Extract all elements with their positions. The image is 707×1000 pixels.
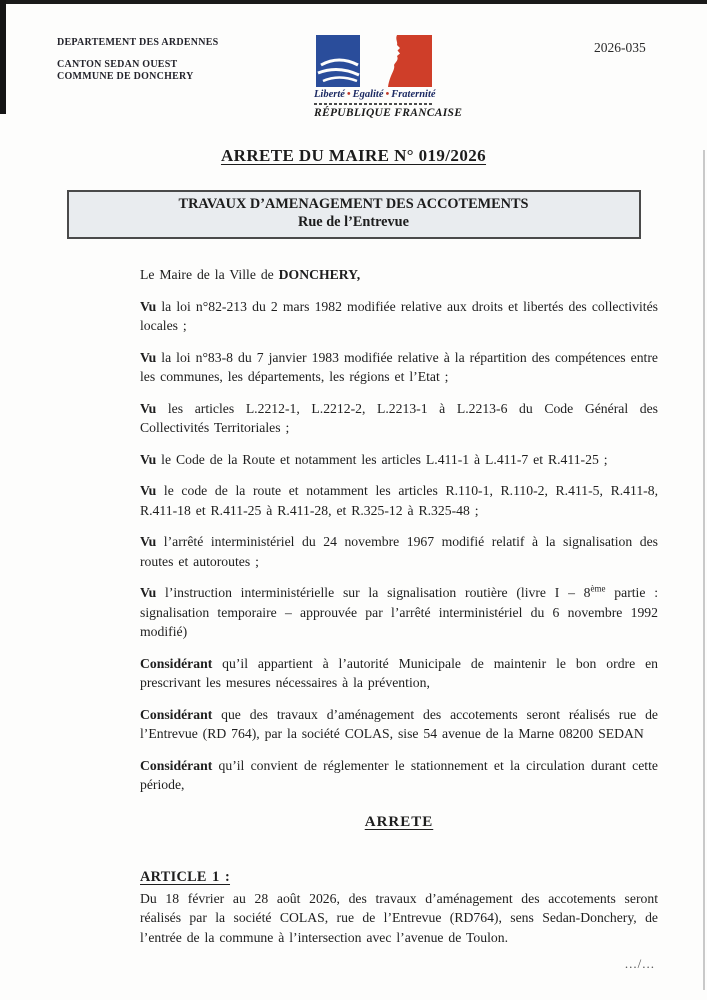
motto-word: Liberté (314, 89, 345, 100)
recital-lead: Considérant (140, 757, 213, 773)
recital-text: l’arrêté interministériel du 24 novembre 1967 modifié relatif à la signalisation des routes et autoroutes ; (140, 534, 659, 569)
article-1 (140, 868, 658, 947)
recital-lead: Vu (140, 534, 157, 549)
recital-lead: Vu (140, 451, 157, 467)
recital-text: l’instruction interministérielle sur la signalisation routière (livre I – 8 (165, 585, 591, 600)
recital-lead: Vu (140, 400, 157, 416)
subject-line-2: Rue de l’Entrevue (298, 213, 409, 230)
recital-lead: Vu (140, 585, 157, 600)
subject-box (67, 190, 641, 239)
recital-paragraph (140, 756, 658, 795)
article-1-text: Du 18 février au 28 août 2026, des travaux d’aménagement des accotements seront réalisés par la société COLAS, rue de l’Entrevue (RD764), sens Sedan-Donchery, de l’entrée de la commune à l’intersection avec l’avenue de Toulon. (140, 890, 658, 945)
recital-text: le code de la route et notamment les articles R.110-1, R.110-2, R.411-5, R.411-8, R.411-18 et R.411-25 à R.411-28, et R.325-12 à R.325-48 ; (140, 483, 658, 518)
recital-lead: Considérant (140, 706, 213, 722)
recital-paragraph (140, 399, 658, 438)
motto-word: Egalité (352, 89, 384, 100)
intro-commune-name: DONCHERY, (278, 267, 361, 282)
republique-caption: RÉPUBLIQUE FRANCAISE (314, 107, 463, 119)
reference-number: 2026-035 (594, 40, 646, 55)
ordinal-superscript: ème (590, 583, 606, 594)
scan-edge-top (0, 0, 707, 4)
recital-text: la loi n°83-8 du 7 janvier 1983 modifiée relative à la répartition des compétences entre les communes, les départements, les régions et l’Etat ; (140, 349, 658, 384)
arrete-heading: ARRETE (364, 813, 434, 830)
recital-lead: Considérant (140, 655, 213, 671)
marianne-logo-icon (316, 35, 432, 87)
recital-text: partie : signalisation temporaire – approuvée par l’arrêté interministériel du 6 novembre 1992 modifié) (140, 585, 658, 639)
recital-paragraph (140, 705, 658, 744)
subject-line-1: TRAVAUX D’AMENAGEMENT DES ACCOTEMENTS (178, 196, 529, 212)
recital-text: le Code de la Route et notamment les articles L.411-1 à L.411-7 et R.411-25 ; (161, 451, 608, 467)
recital-paragraph (140, 348, 658, 387)
recital-text: qu’il convient de réglementer le stationnement et la circulation durant cette période, (140, 757, 658, 792)
recital-lead: Vu (140, 483, 157, 498)
department-label: DEPARTEMENT DES ARDENNES (57, 37, 219, 48)
decree-text (140, 265, 658, 947)
document-title: ARRETE DU MAIRE N° 019/2026 (220, 146, 487, 165)
motto-bullet: • (346, 89, 351, 100)
commune-label: COMMUNE DE DONCHERY (57, 71, 194, 82)
document-body (0, 140, 707, 959)
recital-paragraph (140, 532, 658, 571)
recital-paragraph (140, 450, 658, 470)
issuer-block (57, 37, 218, 83)
continuation-mark: .../... (624, 956, 655, 971)
intro-lead: Le Maire de la Ville de (140, 267, 279, 282)
recital-lead: Vu (140, 349, 157, 365)
logo-divider (314, 103, 434, 105)
recital-text: les articles L.2212-1, L.2212-2, L.2213-1 à L.2213-6 du Code Général des Collectivités Territoriales ; (140, 400, 659, 435)
recital-lead: Vu (140, 298, 157, 314)
motto-word: Fraternité (391, 89, 436, 100)
recital-text: que des travaux d’aménagement des accotements seront réalisés rue de l’Entrevue (RD 764), par la société COLAS, sise 54 avenue de la Marne 08200 SEDAN (140, 706, 659, 741)
motto-line (314, 89, 434, 100)
article-1-heading: ARTICLE 1 : (140, 869, 231, 885)
scan-edge-left (0, 0, 6, 114)
recital-paragraph (140, 654, 658, 693)
recital-paragraph (140, 297, 658, 336)
motto-bullet: • (385, 89, 390, 100)
republic-logo-block (314, 35, 463, 119)
recital-text: qu’il appartient à l’autorité Municipale de maintenir le bon ordre en prescrivant les mesures nécessaires à la prévention, (140, 655, 659, 690)
intro-paragraph (140, 265, 658, 285)
recital-paragraph (140, 481, 658, 520)
canton-label: CANTON SEDAN OUEST (57, 59, 178, 70)
recital-paragraph (140, 583, 658, 642)
recital-text: la loi n°82-213 du 2 mars 1982 modifiée relative aux droits et libertés des collectivités locales ; (140, 298, 658, 333)
